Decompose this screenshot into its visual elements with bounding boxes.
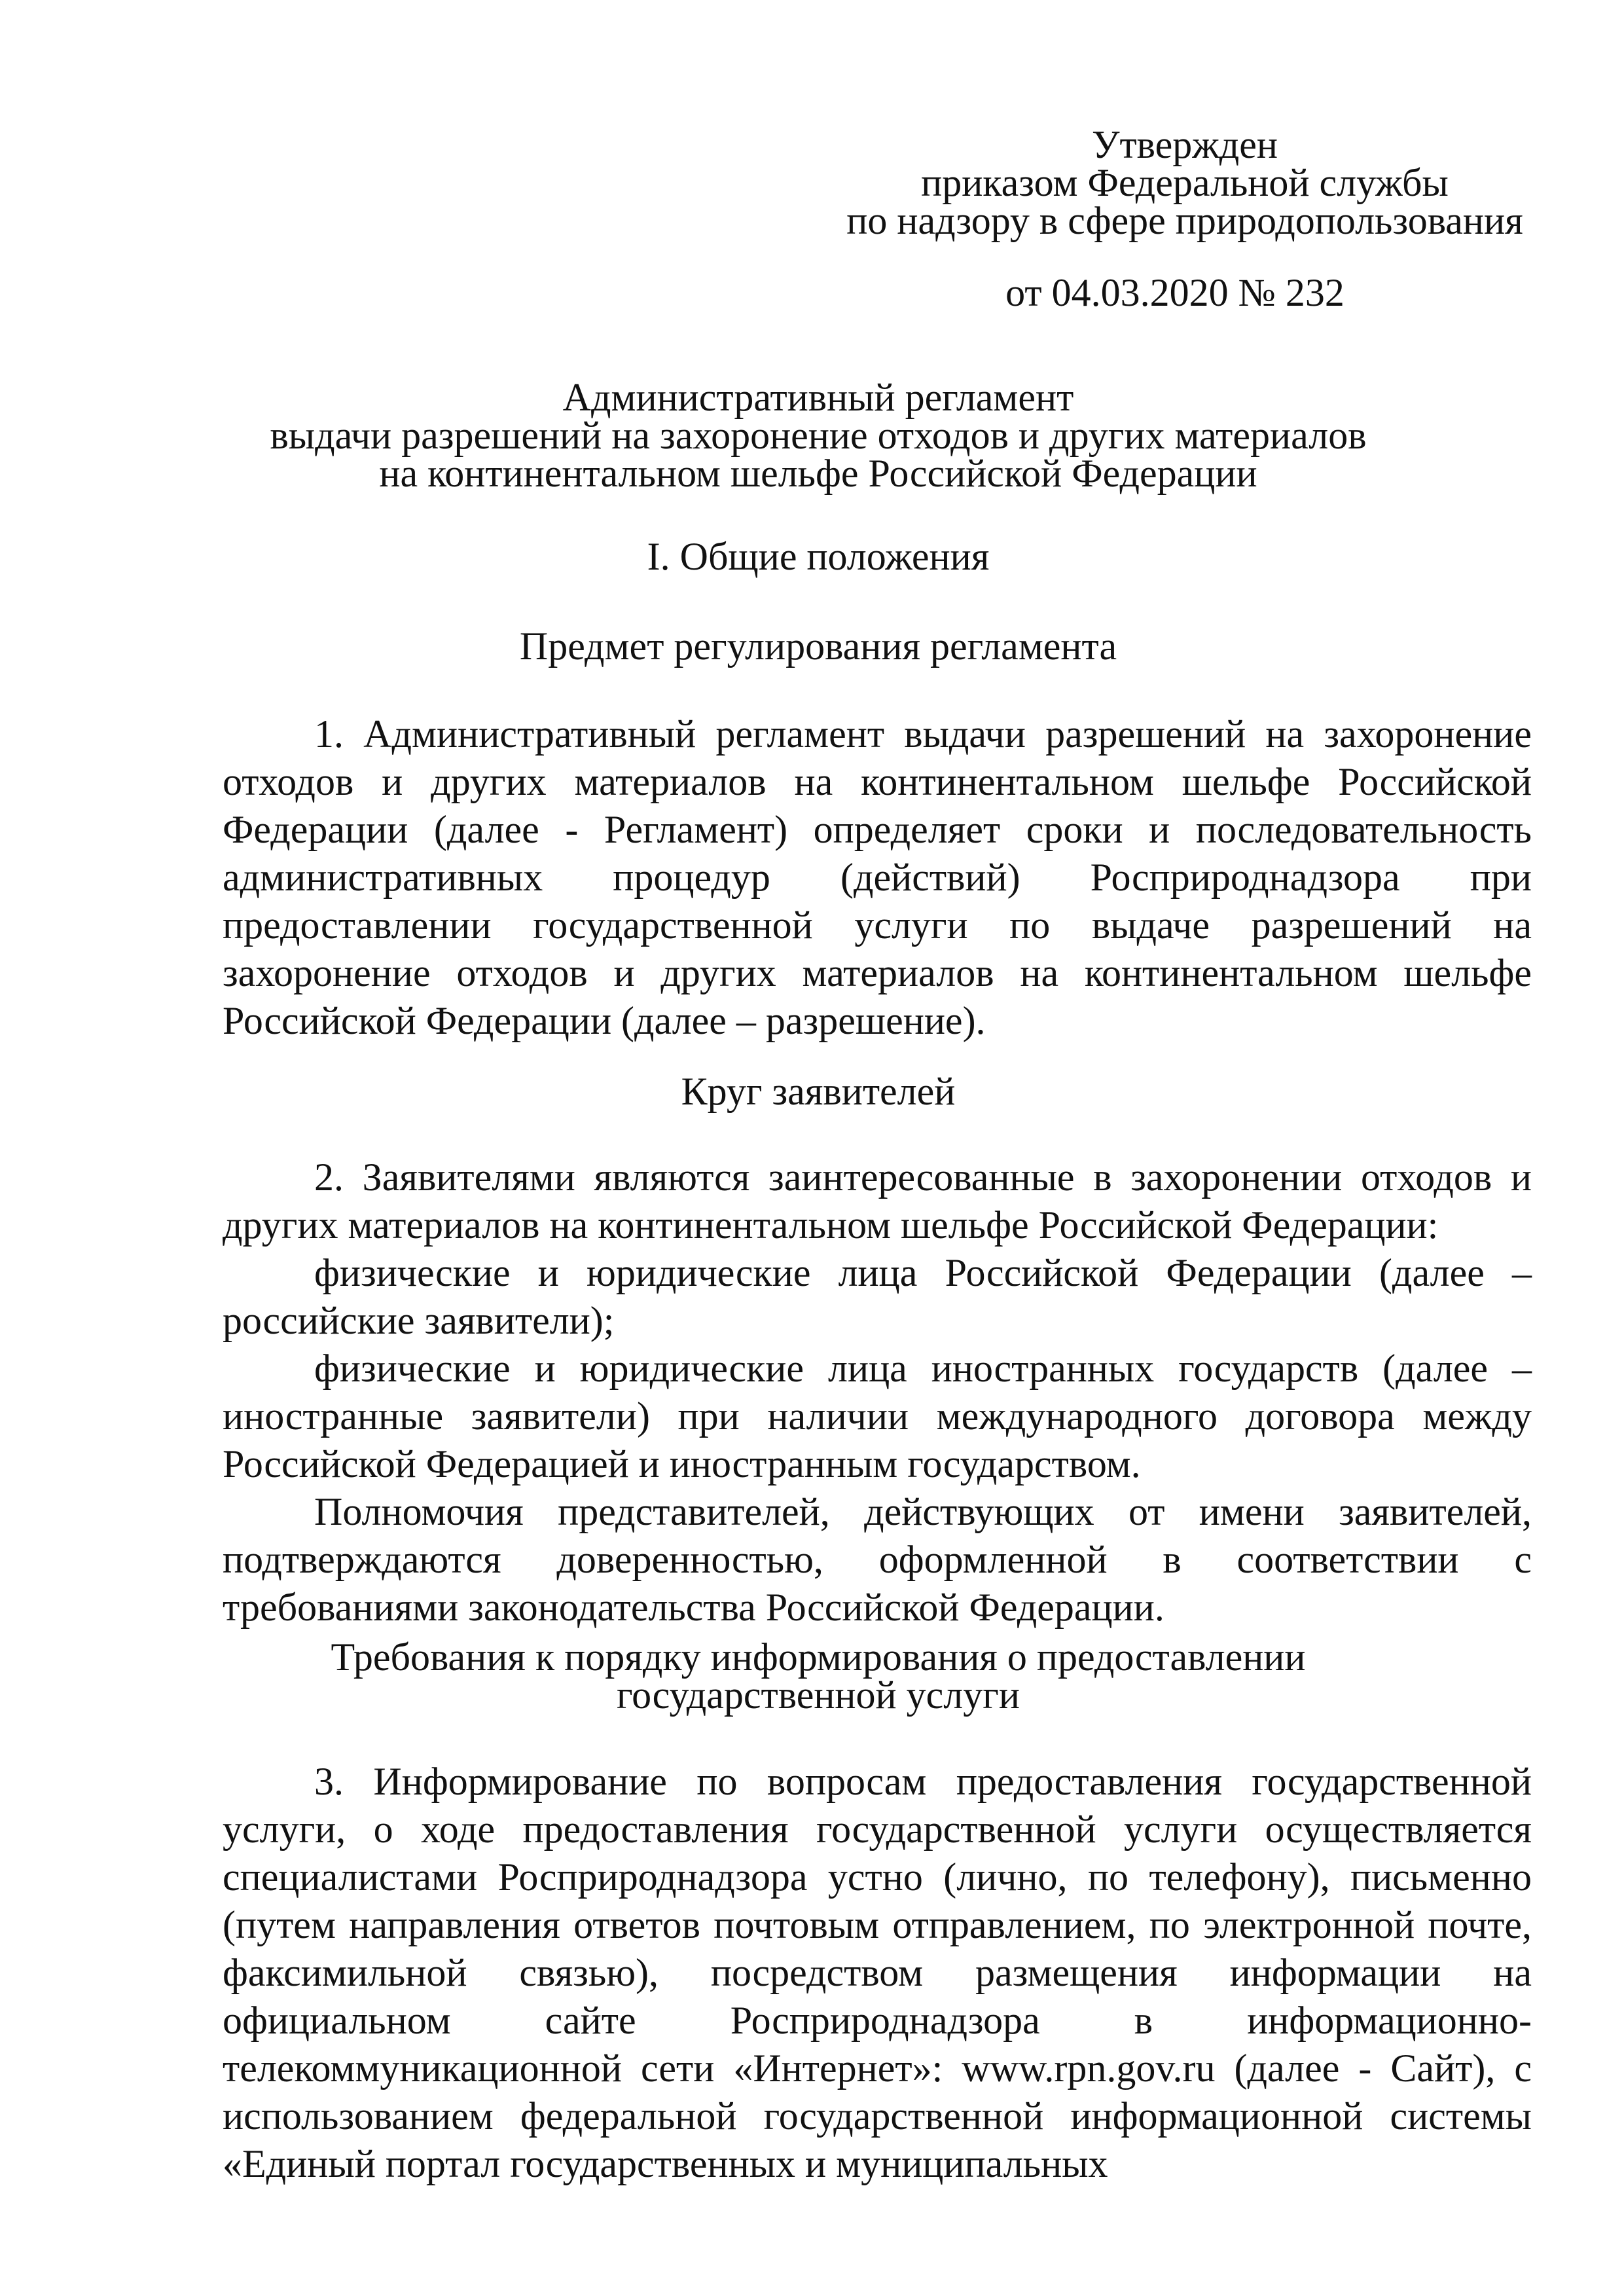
informing-heading-line-2: государственной услуги [617, 1673, 1020, 1717]
paragraph-2 [223, 1154, 1532, 1631]
paragraph-2c-text: Полномочия представителей, действующих от имени заявителей, подтверждаются доверенностью, оформленной в соответствии с требованиями законодательства Российской Федерации. [223, 1490, 1532, 1629]
paragraph-1 [223, 710, 1532, 1045]
paragraph-2a-text: физические и юридические лица Российской Федерации (далее – российские заявители); [223, 1251, 1532, 1342]
informing-heading [196, 1635, 1440, 1717]
approval-line-1: Утвержден [1091, 123, 1278, 166]
paragraph-2b-text: физические и юридические лица иностранных государств (далее – иностранные заявители) при наличии международного договора между Российской Федерацией и иностранным государством. [223, 1347, 1532, 1485]
approval-line-2: приказом Федеральной службы [921, 161, 1449, 204]
applicants-heading: Круг заявителей [681, 1070, 956, 1113]
paragraph-1-text: 1. Административный регламент выдачи разрешений на захоронение отходов и других материалов на континентальном шельфе Российской Федерации (далее - Регламент) определяет сроки и последовательность административных процедур (действий) Росприроднадзора при предоставлении государственной услуги по выдаче разрешений на захоронение отходов и других материалов на континентальном шельфе Российской Федерации (далее – разрешение). [223, 712, 1532, 1042]
paragraph-3 [223, 1758, 1532, 2188]
title-line-1: Административный регламент [562, 376, 1074, 419]
order-number: от 04.03.2020 № 232 [1005, 271, 1344, 314]
paragraph-3-text: 3. Информирование по вопросам предоставления государственной услуги, о ходе предоставления государственной услуги осуществляется специалистами Росприроднадзора устно (лично, по телефону), письменно (путем направления ответов почтовым отправлением, по электронной почте, факсимильной связью), посредством размещения информации на официальном сайте Росприроднадзора в информационно-телекоммуникационной сети «Интернет»: www.rpn.gov.ru (далее - Сайт), с использованием федеральной государственной информационной системы «Единый портал государственных и муниципальных [223, 1760, 1532, 2185]
subject-heading: Предмет регулирования регламента [519, 625, 1117, 668]
section-1-title: I. Общие положения [647, 535, 990, 578]
document-title [196, 376, 1440, 495]
paragraph-2-text: 2. Заявителями являются заинтересованные в захоронении отходов и других материалов на континентальном шельфе Российской Федерации: [223, 1156, 1532, 1247]
informing-heading-line-1: Требования к порядку информирования о предоставлении [331, 1635, 1306, 1679]
title-line-2: выдачи разрешений на захоронение отходов и других материалов [270, 414, 1367, 457]
approval-line-3: по надзору в сфере природопользования [846, 199, 1523, 242]
approval-stamp [805, 123, 1564, 314]
title-line-3: на континентальном шельфе Российской Федерации [379, 452, 1257, 495]
